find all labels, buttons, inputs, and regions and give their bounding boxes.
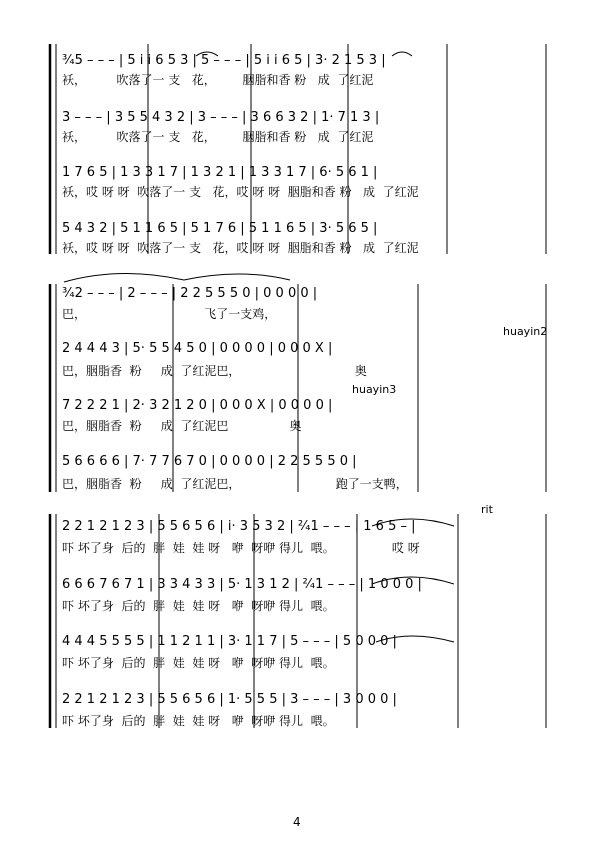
lyric-line: 袄，哎 呀 呀 吹落了一 支 花，哎 呀 呀 胭脂和香 粉 成 了红泥 [62, 185, 419, 199]
notation-line: ³⁄₄5 – – – | 5 i i 6 5 3 | 5 – – – | 5 i i 6 5 | 3· 2 1 5 3 | [62, 53, 386, 68]
lyric-line: 巴，胭脂香 粉 成 了红泥巴， 奥 [62, 364, 367, 378]
lyric-line: 吓 坏了身 后的 胖 娃 娃 呀 咿 呀咿 得儿 喂。 [62, 714, 335, 728]
system-3 [50, 503, 546, 728]
notation-line: 2 2 1 2 1 2 3 | 5 5 6 5 6 | i· 3 5 3 2 | ²⁄₄1 – – – | 1 6 5 – | [62, 519, 416, 534]
notation-line: 2 4 4 4 3 | 5· 5 5 4 5 0 | 0 0 0 0 | 0 0 0 X | [62, 341, 333, 356]
notation-line: 1 7 6 5 | 1 3 3 1 7 | 1 3 2 1 | 1 3 3 1 7 | 6· 5 6 1 | [62, 165, 378, 180]
lyric-line: 吓 坏了身 后的 胖 娃 娃 呀 咿 呀咿 得儿 喂。 [62, 656, 335, 670]
lyric-line: 吓 坏了身 后的 胖 娃 娃 呀 咿 呀咿 得儿 喂。 哎 呀 [62, 541, 420, 555]
lyric-line: 巴， 飞了一支鸡， [62, 307, 277, 321]
part-tag-label: huayin3 [352, 383, 397, 396]
system-1 [50, 44, 546, 255]
part-tag-label: huayin2 [503, 325, 548, 338]
notation-line: 6 6 6 7 6 7 1 | 3 3 4 3 3 | 5· 1 3 1 2 | ²⁄₄1 – – – | 1 0 0 0 | [62, 577, 422, 592]
system-2 [50, 273, 547, 492]
notation-line: 5 4 3 2 | 5 1 1 6 5 | 5 1 7 6 | 5 1 1 6 5 | 3· 5 6 5 | [62, 221, 378, 236]
page-number: 4 [293, 815, 301, 829]
tie-arc [184, 274, 290, 280]
tempo-marking: rit [481, 503, 493, 516]
lyric-line: 巴，胭脂香 粉 成 了红泥巴 奥 [62, 419, 302, 433]
lyric-line: 袄，哎 呀 呀 吹落了一 支 花，哎 呀 呀 胭脂和香 粉 成 了红泥 [62, 241, 419, 255]
lyric-line: 袄， 吹落了一 支 花， 胭脂和香 粉 成 了红泥 [62, 130, 374, 144]
notation-line: 3 – – – | 3 5 5 4 3 2 | 3 – – – | 3 6 6 3 2 | 1· 7 1 3 | [62, 110, 380, 125]
notation-line: 2 2 1 2 1 2 3 | 5 5 6 5 6 | 1· 5 5 5 | 3 – – – | 3 0 0 0 | [62, 692, 397, 707]
lyric-line: 巴，胭脂香 粉 成 了红泥巴， 跑了一支鸭， [62, 477, 408, 491]
notation-line: 7 2 2 2 1 | 2· 3 2 1 2 0 | 0 0 0 X | 0 0 0 0 | [62, 398, 333, 413]
slur [392, 52, 412, 56]
lyric-line: 袄， 吹落了一 支 花， 胭脂和香 粉 成 了红泥 [62, 73, 374, 87]
lyric-line: 吓 坏了身 后的 胖 娃 娃 呀 咿 呀咿 得儿 喂。 [62, 599, 335, 613]
notation-line: 4 4 4 5 5 5 5 | 1 1 2 1 1 | 3· 1 1 7 | 5 – – – | 5 0 0 0 | [62, 634, 397, 649]
notation-line: ³⁄₄2 – – – | 2 – – – | 2 2 5 5 5 0 | 0 0 0 0 | [62, 286, 318, 301]
tie-arc [64, 273, 184, 282]
notation-line: 5 6 6 6 6 | 7· 7 7 6 7 0 | 0 0 0 0 | 2 2 5 5 5 0 | [62, 454, 357, 469]
